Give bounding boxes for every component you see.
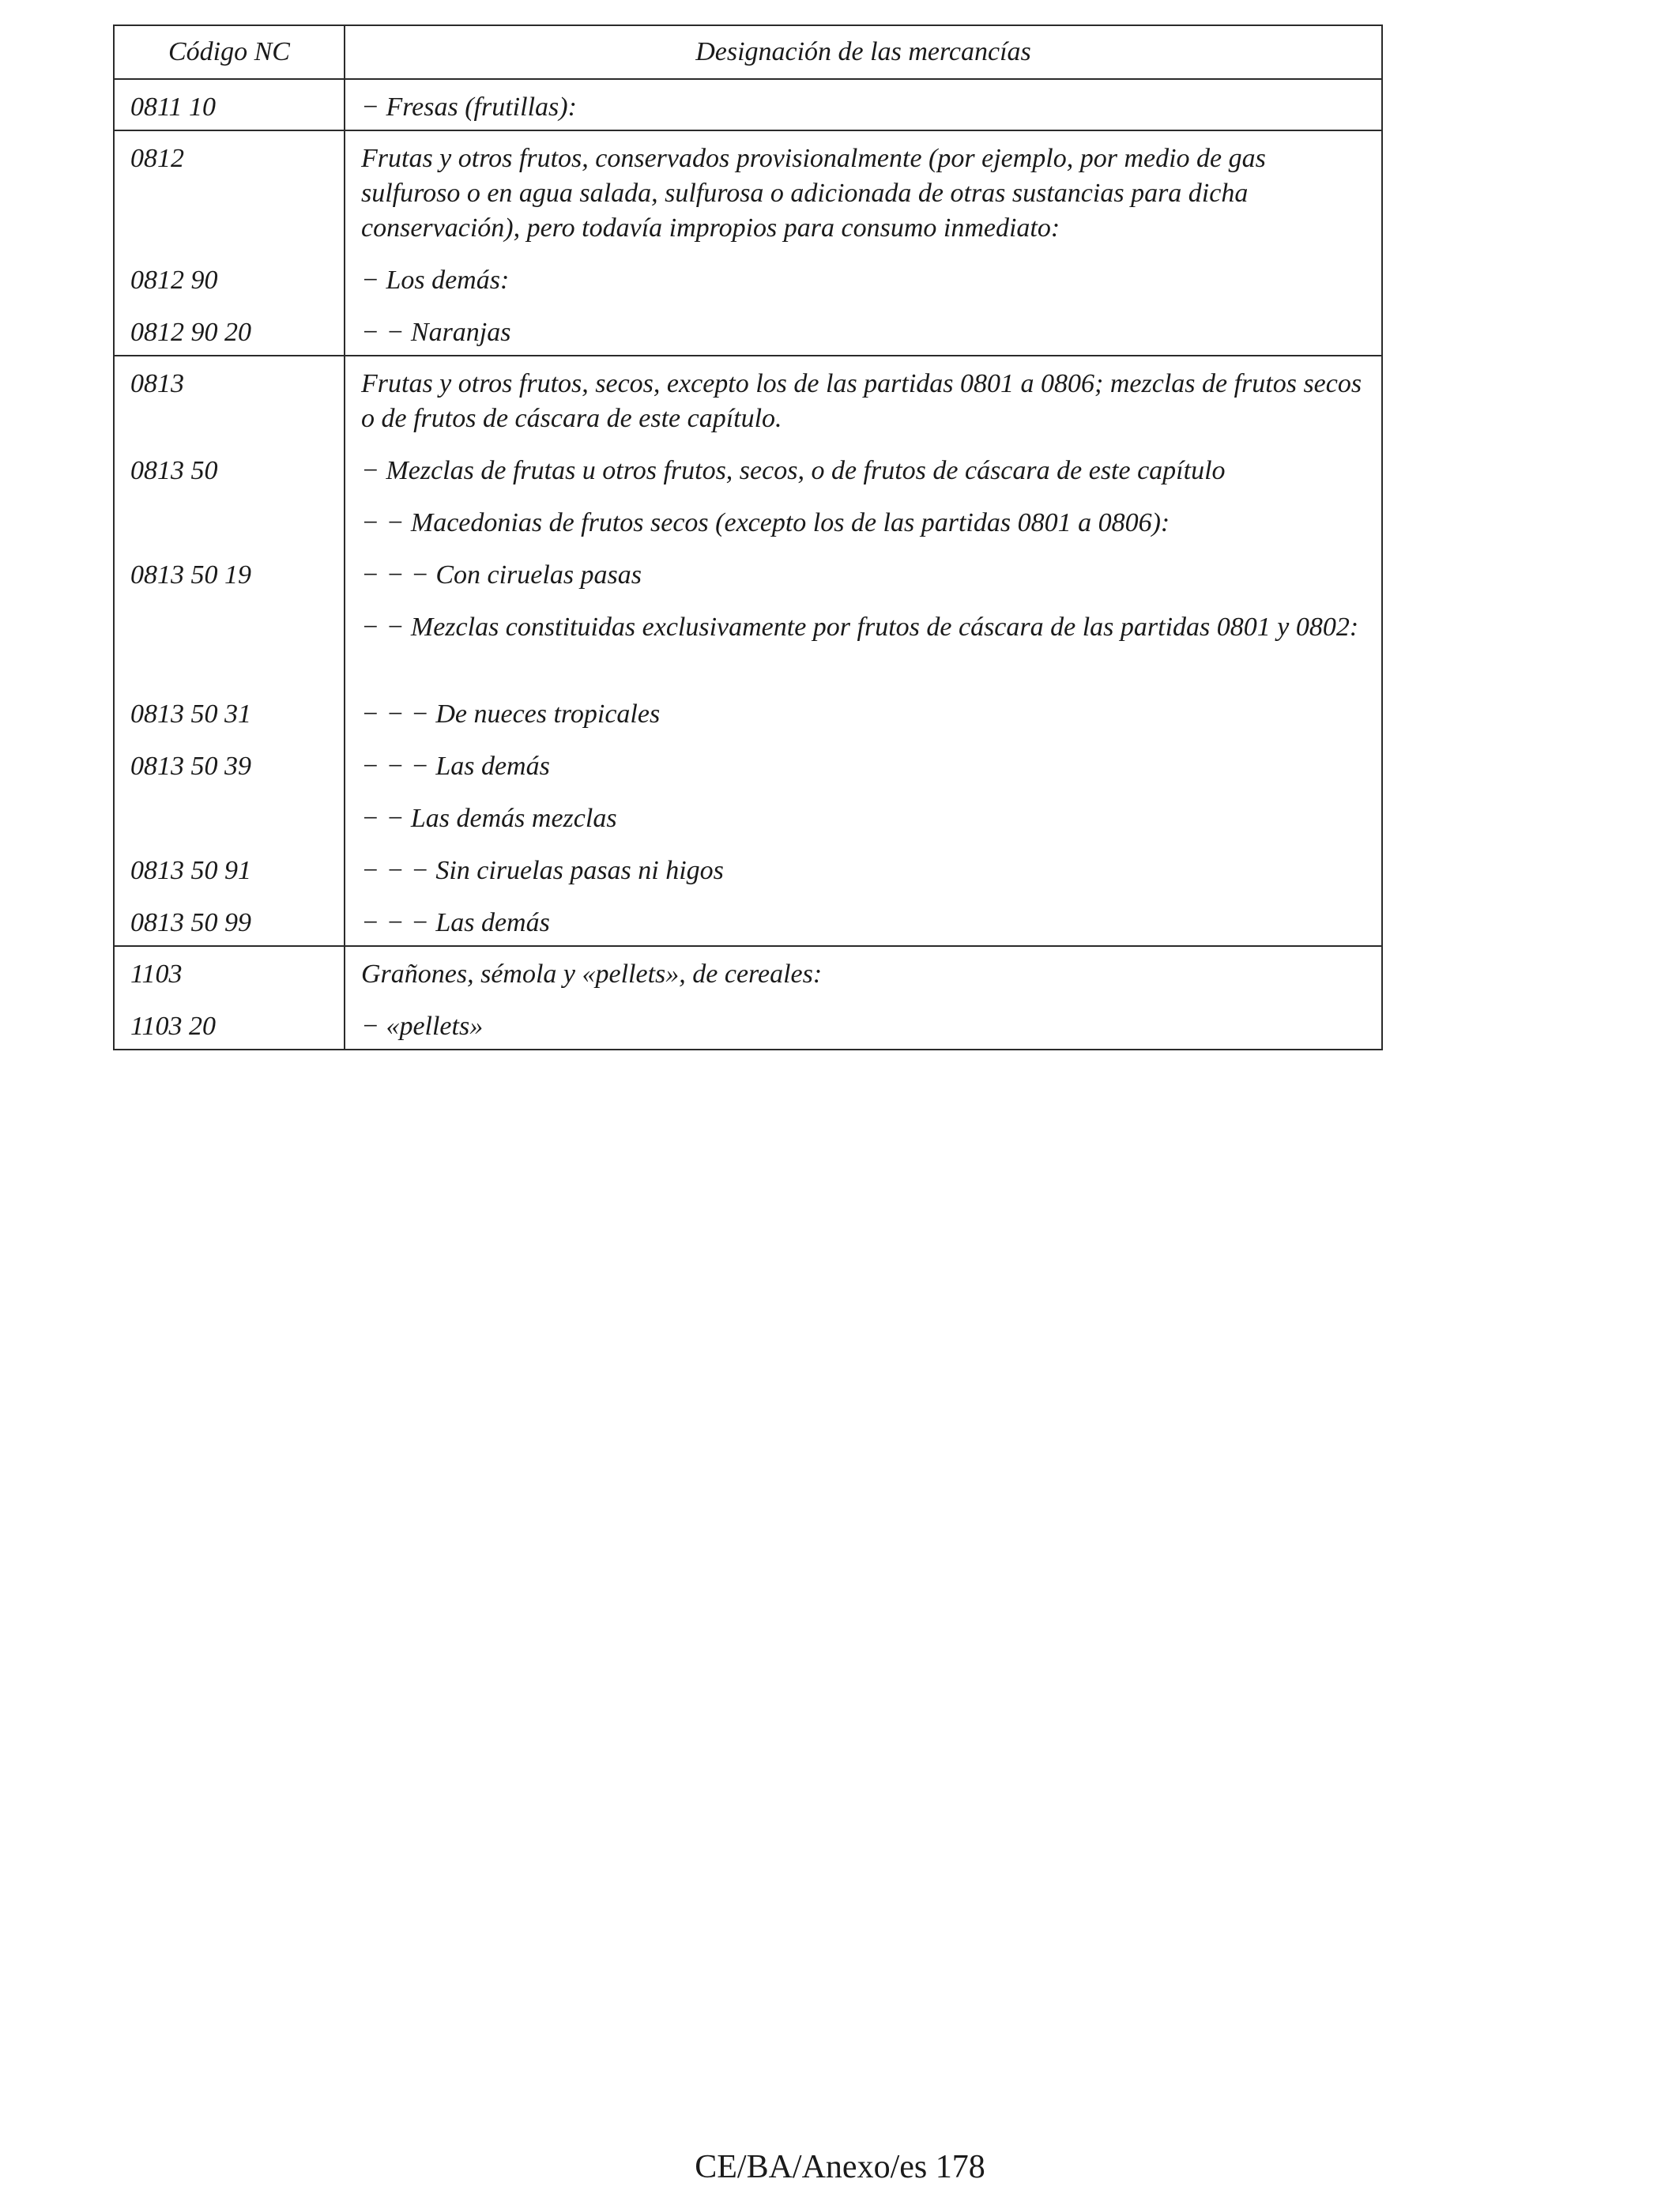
goods-designation: − − − Las demás: [361, 908, 550, 937]
page-footer: CE/BA/Anexo/es 178: [695, 2149, 985, 2185]
description-cell: [345, 356, 1382, 946]
code-cell: [114, 130, 345, 356]
nc-code: 0813: [130, 369, 184, 398]
goods-designation: Frutas y otros frutos, secos, excepto los de las partidas 0801 a 0806; mezclas de frutos secos o de frutos de cáscara de este capítulo.: [361, 369, 1362, 433]
nc-code: 1103: [130, 959, 183, 989]
goods-designation: Frutas y otros frutos, conservados provisionalmente (por ejemplo, por medio de gas sulfuroso o en agua salada, sulfurosa o adicionada de otras sustancias para dicha conservación), pero todavía impropios para consumo inmediato:: [361, 144, 1266, 243]
nc-code: 0813 50 39: [130, 752, 251, 781]
nc-code: 0812 90 20: [130, 318, 251, 347]
goods-designation: − «pellets»: [361, 1012, 484, 1041]
table-row: [114, 79, 1382, 130]
nc-code: 0813 50 19: [130, 560, 251, 590]
goods-designation: Grañones, sémola y «pellets», de cereales:: [361, 959, 823, 989]
goods-designation: − − Macedonias de frutos secos (excepto los de las partidas 0801 a 0806):: [361, 508, 1170, 537]
tariff-table: [113, 25, 1383, 1050]
goods-designation: − − − Las demás: [361, 752, 550, 781]
nc-code: [115, 801, 344, 836]
table-row: [114, 356, 1382, 946]
code-cell: [114, 79, 345, 130]
table-row: [114, 130, 1382, 356]
goods-designation: − − Las demás mezclas: [361, 804, 617, 833]
nc-code: 0812 90: [130, 266, 218, 295]
nc-code: 0811 10: [130, 92, 216, 122]
description-cell: [345, 946, 1382, 1050]
nc-code: [115, 506, 344, 541]
nc-code: 0813 50 91: [130, 856, 251, 885]
nc-code: 0812: [130, 144, 184, 173]
code-cell: [114, 946, 345, 1050]
nc-code: 1103 20: [130, 1012, 216, 1041]
description-cell: [345, 79, 1382, 130]
nc-code: 0813 50: [130, 456, 218, 485]
goods-designation: − Los demás:: [361, 266, 510, 295]
nc-code: 0813 50 99: [130, 908, 251, 937]
code-cell: [114, 356, 345, 946]
goods-designation: − − Naranjas: [361, 318, 511, 347]
nc-code: 0813 50 31: [130, 699, 251, 729]
goods-designation: − Fresas (frutillas):: [361, 92, 577, 122]
table-body: [114, 79, 1382, 1050]
goods-designation: − − Mezclas constituidas exclusivamente por frutos de cáscara de las partidas 0801 y 0802:: [361, 613, 1359, 642]
table-header-row: [114, 25, 1382, 79]
description-cell: [345, 130, 1382, 356]
goods-designation: − − − De nueces tropicales: [361, 699, 661, 729]
goods-designation: − Mezclas de frutas u otros frutos, secos, o de frutos de cáscara de este capítulo: [361, 456, 1226, 485]
goods-designation: − − − Sin ciruelas pasas ni higos: [361, 856, 724, 885]
goods-designation: − − − Con ciruelas pasas: [361, 560, 642, 590]
nc-code: [115, 610, 344, 680]
header-code: Código NC: [114, 25, 345, 79]
table-row: [114, 946, 1382, 1050]
header-description: Designación de las mercancías: [345, 25, 1382, 79]
